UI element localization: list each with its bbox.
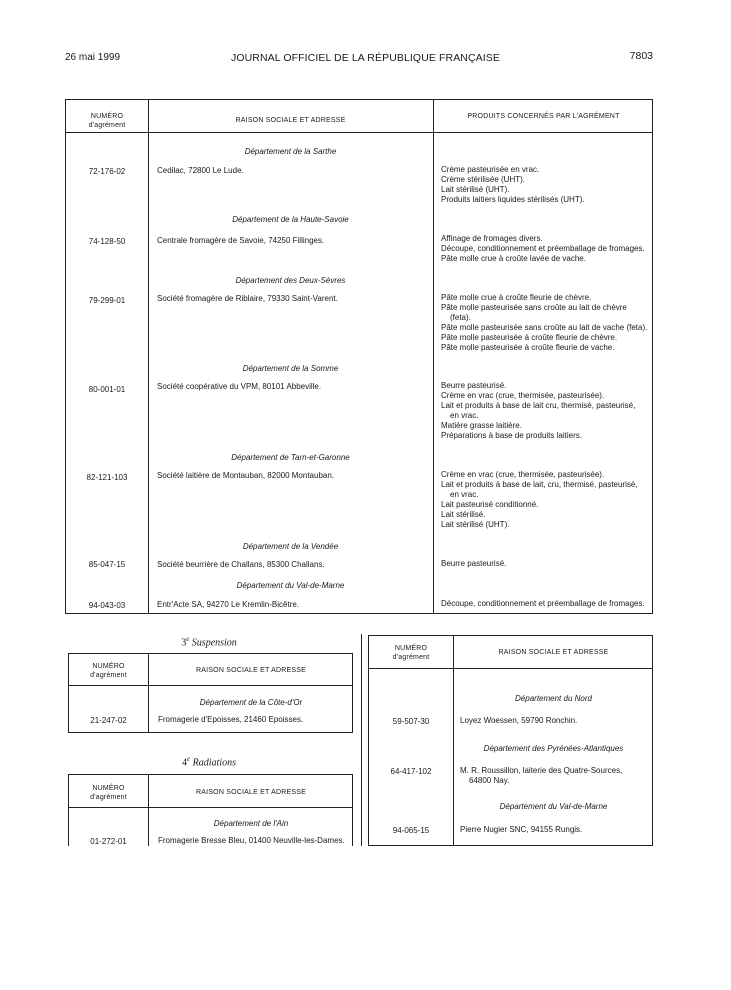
page-date: 26 mai 1999 (65, 52, 121, 63)
raison-sociale: M. R. Roussillon, laiterie des Quatre-Sources, 64800 Nay. (460, 766, 623, 785)
right-agrement-table (368, 635, 653, 846)
raison-sociale: Société beurrière de Challans, 85300 Challans. (157, 560, 325, 569)
main-agrement-table (65, 99, 653, 614)
dept-heading: Département du Val-de-Marne (499, 802, 608, 811)
raison-sociale: Société fromagère de Riblaire, 79330 Saint-Varent. (157, 294, 338, 303)
suspension-table (68, 653, 353, 733)
agrement-number: 94-065-15 (392, 826, 430, 835)
header-divider (66, 132, 652, 133)
raison-sociale: Société coopérative du VPM, 80101 Abbeville. (157, 382, 322, 391)
header-divider (69, 685, 352, 686)
agrement-number: 79-299-01 (88, 296, 126, 305)
product-list: Crème en vrac (crue, thermisée, pasteurisée). Lait et produits à base de lait, cru, thermisé, pasteurisé, en vrac. Lait pasteurisé conditionné. Lait stérilisé. Lait stérilisé (UHT). (441, 470, 638, 529)
col-header-raison: RAISON SOCIALE ET ADRESSE (196, 789, 306, 796)
agrement-number: 94-043-03 (88, 601, 126, 610)
raison-sociale: Fromagerie d'Epoisses, 21460 Epoisses. (158, 715, 304, 724)
dept-heading: Département des Deux-Sèvres (235, 276, 346, 285)
radiations-table (68, 774, 353, 846)
col-divider (433, 100, 434, 613)
product-list: Beurre pasteurisé. (441, 559, 507, 568)
col-header-numero: NUMÉRO d'agrément (392, 645, 430, 661)
agrement-number: 59-507-30 (392, 717, 430, 726)
agrement-number: 72-176-02 (88, 167, 126, 176)
dept-heading: Département de Tarn-et-Garonne (231, 453, 350, 462)
dept-heading: Département de la Vendée (242, 542, 339, 551)
agrement-number: 64-417-102 (390, 767, 432, 776)
dept-heading: Département du Nord (515, 694, 592, 703)
agrement-number: 21-247-02 (90, 716, 127, 725)
col-header-raison: RAISON SOCIALE ET ADRESSE (196, 667, 306, 674)
col-header-numero: NUMÉRO d'agrément (90, 785, 127, 801)
page-number: 7803 (629, 50, 653, 62)
journal-title: JOURNAL OFFICIEL DE LA RÉPUBLIQUE FRANÇAISE (231, 52, 500, 64)
raison-sociale: Entr'Acte SA, 94270 Le Kremlin-Bicêtre. (157, 600, 300, 609)
col-header-numero: NUMÉRO d'agrément (90, 663, 127, 679)
col-header-raison: RAISON SOCIALE ET ADRESSE (498, 649, 609, 656)
agrement-number: 80-001-01 (88, 385, 126, 394)
header-divider (369, 668, 652, 669)
col-divider (148, 100, 149, 613)
dept-heading: Département de la Côte-d'Or (199, 698, 303, 707)
product-list: Crème pasteurisée en vrac. Crème stérilisée (UHT). Lait stérilisé (UHT). Produits laitiers liquides stérilisés (UHT). (441, 165, 585, 204)
column-separator (361, 634, 362, 846)
raison-sociale: Fromagerie Bresse Bleu, 01400 Neuville-les-Dames. (158, 836, 345, 845)
section-title-suspension: 3e Suspension (181, 635, 237, 649)
raison-sociale: Société laitière de Montauban, 82000 Montauban. (157, 471, 335, 480)
section-title-radiations: 4e Radiations (182, 755, 236, 769)
product-list: Affinage de fromages divers. Découpe, conditionnement et préemballage de fromages. Pâte molle crue à croûte lavée de vache. (441, 234, 645, 263)
dept-heading: Département de l'Ain (213, 819, 289, 828)
col-header-raison: RAISON SOCIALE ET ADRESSE (235, 117, 346, 124)
raison-sociale: Pierre Nugier SNC, 94155 Rungis. (460, 825, 583, 834)
col-header-numero: NUMÉRO d'agrément (88, 113, 126, 129)
product-list: Pâte molle crue à croûte fleurie de chèvre. Pâte molle pasteurisée sans croûte au lait de chèvre (feta). Pâte molle pasteurisée sans croûte au lait de vache (feta). Pâte molle pasteurisée à croûte fleurie de chèvre. Pâte molle pasteurisée à croûte fleurie de vache. (441, 293, 648, 352)
header-divider (69, 807, 352, 808)
raison-sociale: Cedilac, 72800 Le Lude. (157, 166, 244, 175)
agrement-number: 01-272-01 (90, 837, 127, 846)
dept-heading: Département des Pyrénées-Atlantiques (483, 744, 624, 753)
dept-heading: Département de la Sarthe (244, 147, 337, 156)
dept-heading: Département de la Somme (242, 364, 339, 373)
agrement-number: 82-121-103 (86, 473, 128, 482)
product-list: Découpe, conditionnement et préemballage de fromages. (441, 599, 645, 608)
col-header-produits: PRODUITS CONCERNÉS PAR L'AGRÉMENT (467, 113, 620, 120)
raison-sociale: Centrale fromagère de Savoie, 74250 Fillinges. (157, 236, 325, 245)
dept-heading: Département de la Haute-Savoie (232, 215, 349, 224)
agrement-number: 74-128-50 (88, 237, 126, 246)
agrement-number: 85-047-15 (88, 560, 126, 569)
dept-heading: Département du Val-de-Marne (236, 581, 345, 590)
raison-sociale: Loyez Woessen, 59790 Ronchin. (460, 716, 578, 725)
col-divider (148, 775, 149, 846)
product-list: Beurre pasteurisé. Crème en vrac (crue, thermisée, pasteurisée). Lait et produits à base de lait cru, thermisé, pasteurisé, en vrac. Matière grasse laitière. Préparations à base de produits laitiers. (441, 381, 636, 440)
